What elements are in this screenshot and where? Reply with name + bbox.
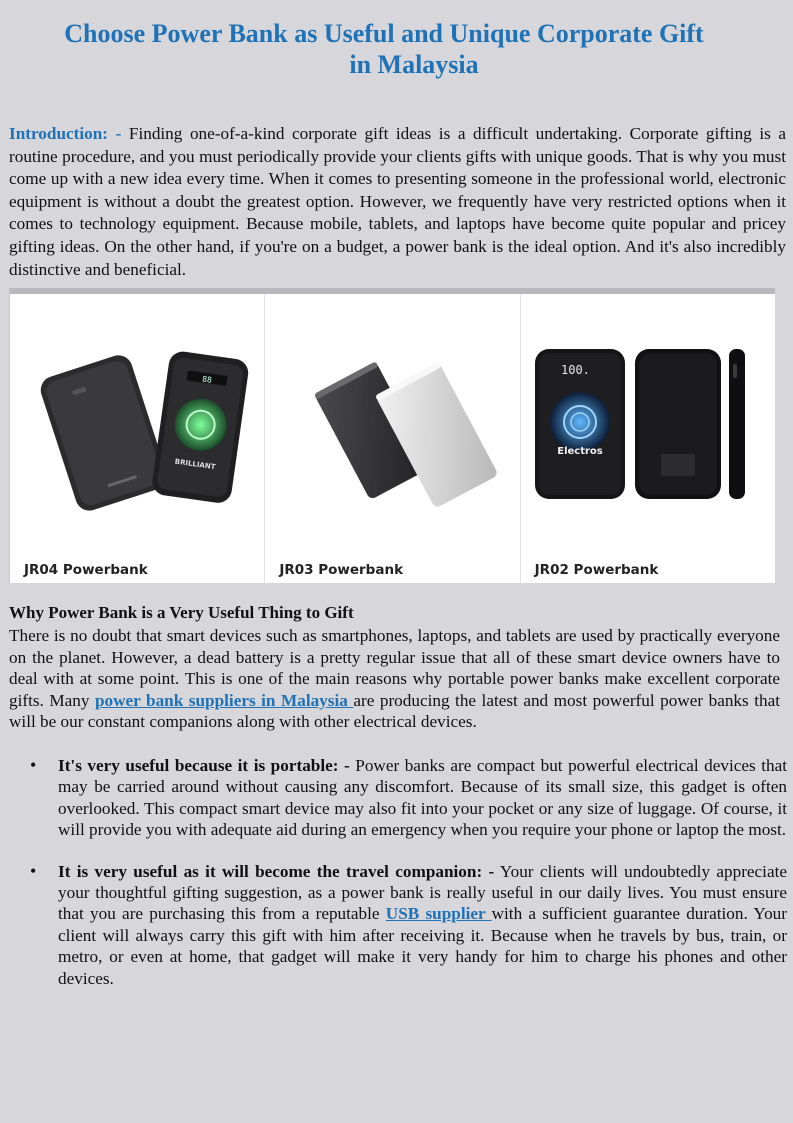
intro-text: Finding one-of-a-kind corporate gift ideas is a difficult undertaking. Corporate gifting is a routine procedure, and you must periodically provide your clients gifts with unique goods. That is why you must come up with a new idea every time. When it comes to presenting someone in the professional world, electronic equipment is without a doubt the greatest option. However, we frequently have very restricted options when it comes to technology equipment. Because mobile, tablets, and laptops have become quite popular and pricey gifting ideas. On the other hand, if you're on a budget, a power bank is the ideal option. And it's also incredibly distinctive and beneficial. [9,124,787,279]
bullet-icon: • [30,755,37,775]
page-title-line2: in Malaysia [349,50,479,79]
section-paragraph [9,625,780,733]
jr02-screen-text: 100. [560,363,590,377]
jr03-powerbank-image [265,294,533,554]
product-gallery [9,288,775,583]
section-heading: Why Power Bank is a Very Useful Thing to Gift [9,603,354,622]
bullet-heading: It is very useful as it will become the travel companion: - [58,861,495,881]
jr04-screen-text: 88 [201,374,213,385]
benefit-list [30,755,787,1009]
power-bank-suppliers-link[interactable]: power bank suppliers in Malaysia [94,690,354,710]
bullet-icon: • [30,860,37,881]
section-text-1: There is no doubt that smart devices such as smartphones, laptops, and tablets are used by practically everyone on the planet. However, a dead battery is a pretty regular issue that all of these smart device owners have to deal with at some point. This is one of the main reasons why portable power banks make excellent corporate gifts. Many [9,626,780,710]
product-card-jr02 [521,294,775,583]
product-label-jr03: JR03 Powerbank [279,562,404,578]
product-card-jr04 [10,294,265,583]
list-item [30,861,787,989]
bullet-heading: It's very useful because it is portable: - [58,756,350,775]
jr04-brand-text: BRILLIANT [174,457,216,472]
bullet-text: Your clients will undoubtedly appreciate your thoughtful gifting suggestion, as a power bank is really useful in our daily lives. You must ensure that you are purchasing this from a reputable [58,861,787,924]
jr02-brand-text: Electros [556,446,603,457]
product-label-jr02: JR02 Powerbank [534,562,659,578]
page-title-line1: Choose Power Bank as Useful and Unique Corporate Gift [64,19,704,48]
bullet-text: Power banks are compact but powerful electrical devices that may be carried around without causing any discomfort. Because of its small size, this gadget is often overlooked. This compact smart device may also fit into your pocket or any size of luggage. Of course, it will provide you with adequate aid during an emergency when you require your phone or laptop the most. [58,756,788,840]
product-card-jr03 [265,294,520,583]
section-text-2: are producing the latest and most powerful power banks that will be our constant companions along with other electrical devices. [9,690,780,732]
intro-paragraph [9,123,786,281]
page-title [0,18,768,80]
intro-lead: Introduction: - [9,124,122,143]
product-label-jr04: JR04 Powerbank [24,562,148,578]
list-item [30,755,787,841]
usb-supplier-link[interactable]: USB supplier [385,904,492,924]
jr02-powerbank-image [521,294,761,554]
bullet-text-after-link: with a sufficient guarantee duration. Your client will always carry this gift with him after receiving it. Because when he travels by bus, train, or metro, or even at home, that gadget will make it very handy for him to charge his phones and other devices. [58,904,787,988]
jr04-powerbank-image [10,294,278,554]
